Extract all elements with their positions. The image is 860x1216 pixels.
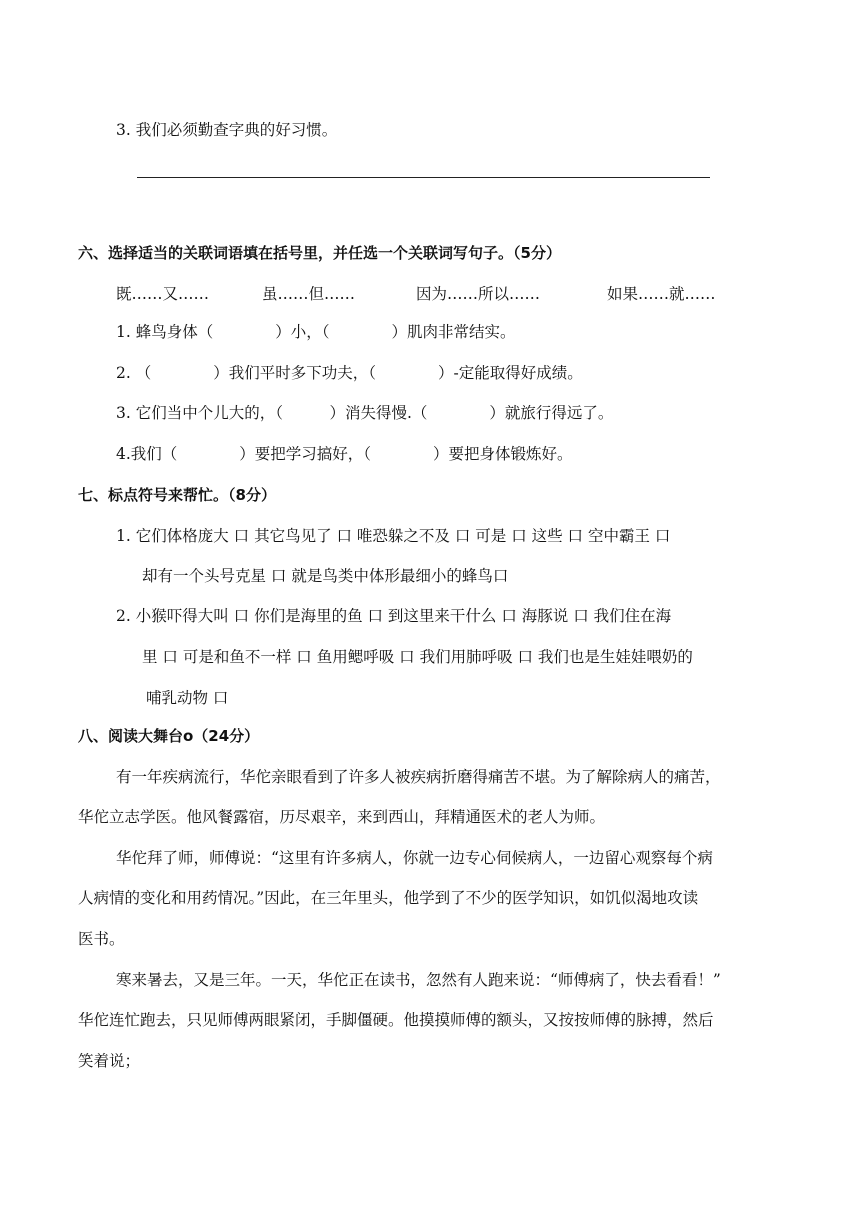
section-7-question-2-line-3: 哺乳动物 口	[146, 689, 229, 707]
conjunction-option-3: 因为……所以……	[416, 285, 541, 303]
conjunction-option-1: 既……又……	[116, 285, 210, 303]
passage-p2-line-3: 医书。	[78, 930, 125, 948]
section-7-question-1-line-1: 1. 它们体格庞大 口 其它鸟见了 口 唯恐躲之不及 口 可是 口 这些 口 空中霸王 口	[116, 527, 671, 545]
section-8-heading: 八、阅读大舞台o（24分）	[78, 727, 260, 745]
passage-p1-line-1: 有一年疾病流行，华佗亲眼看到了许多人被疾病折磨得痛苦不堪。为了解除病人的痛苦，	[116, 768, 721, 786]
section-6-question-1: 1. 蜂鸟身体（ ）小，（ ）肌肉非常结实。	[116, 323, 516, 341]
section-7-question-2-line-2: 里 口 可是和鱼不一样 口 鱼用鳃呼吸 口 我们用肺呼吸 口 我们也是生娃娃喂奶的	[142, 648, 693, 666]
item-3-text: 3. 我们必须勤查字典的好习惯。	[116, 121, 338, 139]
conjunction-option-4: 如果……就……	[607, 285, 716, 303]
passage-p2-line-2: 人病情的变化和用药情况。”因此，在三年里头，他学到了不少的医学知识，如饥似渴地攻读	[78, 889, 699, 907]
section-6-question-2: 2. （ ）我们平时多下功夫，（ ）-定能取得好成绩。	[116, 364, 583, 382]
passage-p3-line-3: 笑着说；	[78, 1052, 141, 1070]
section-6-question-4: 4.我们（ ）要把学习搞好，（ ）要把身体锻炼好。	[116, 445, 573, 463]
answer-line	[137, 177, 710, 178]
passage-p3-line-1: 寒来暑去，又是三年。一天，华佗正在读书，忽然有人跑来说：“师傅病了，快去看看！”	[116, 971, 721, 989]
section-7-question-2-line-1: 2. 小猴吓得大叫 口 你们是海里的鱼 口 到这里来干什么 口 海豚说 口 我们住在海	[116, 607, 672, 625]
section-7-heading: 七、标点符号来帮忙。（8分）	[78, 486, 276, 504]
passage-p2-line-1: 华佗拜了师，师傅说：“这里有许多病人，你就一边专心伺候病人，一边留心观察每个病	[116, 849, 713, 867]
passage-p3-line-2: 华佗连忙跑去，只见师傅两眼紧闭，手脚僵硬。他摸摸师傅的额头，又按按师傅的脉搏，然后	[78, 1011, 714, 1029]
conjunction-option-2: 虽……但……	[262, 285, 356, 303]
section-7-question-1-line-2: 却有一个头号克星 口 就是鸟类中体形最细小的蜂鸟口	[142, 567, 509, 585]
passage-p1-line-2: 华佗立志学医。他风餐露宿，历尽艰辛，来到西山，拜精通医术的老人为师。	[78, 808, 606, 826]
section-6-heading: 六、选择适当的关联词语填在括号里，并任选一个关联词写句子。（5分）	[78, 244, 561, 262]
section-6-question-3: 3. 它们当中个儿大的，（ ）消失得慢.（ ）就旅行得远了。	[116, 404, 614, 422]
